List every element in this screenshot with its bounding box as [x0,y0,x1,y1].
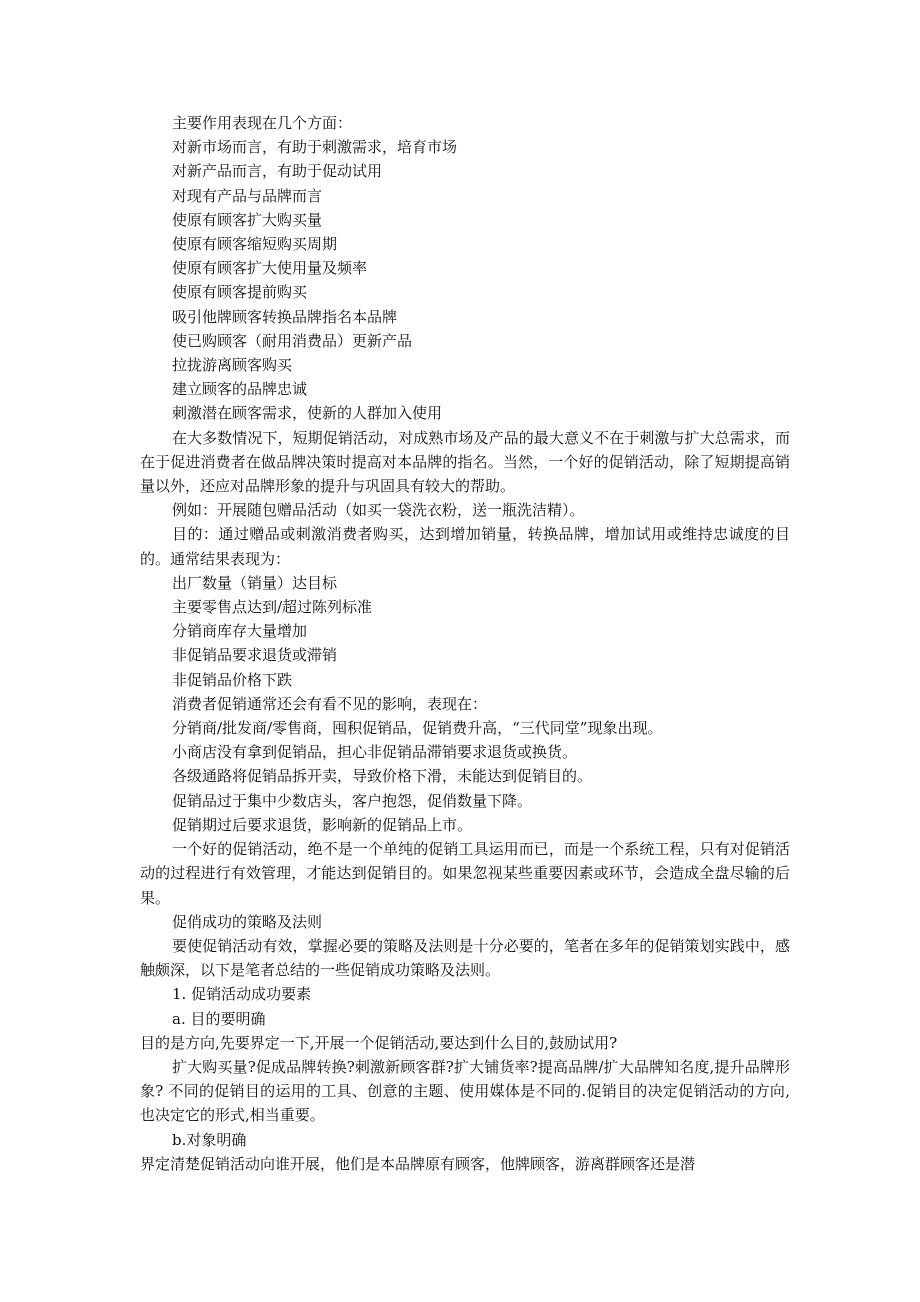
paragraph: 主要作用表现在几个方面： [172,114,353,132]
paragraph: 促销期过后要求退货，影响新的促销品上市。 [172,815,473,834]
paragraph: b.对象明确 [172,1130,247,1149]
paragraph: 促销品过于集中少数店头，客户抱怨，促俏数量下降。 [172,791,533,810]
paragraph: 出厂数量（销量）达目标 [172,573,338,592]
paragraph: 促俏成功的策略及法则 [172,912,323,931]
paragraph: 拉拢游离顾客购买 [172,356,293,375]
paragraph: 对现有产品与品牌而言 [172,186,323,205]
paragraph: 对新产品而言，有助于促动试用 [172,162,383,181]
paragraph: 分销商库存大量增加 [172,622,308,641]
paragraph: 非促销品价格下跌 [172,670,293,689]
paragraph: 例如：开展随包赠品活动（如买一袋洗衣粉，送一瓶洗洁精）。 [172,501,585,520]
paragraph: 非促销品要求退货或滞销 [172,646,338,665]
paragraph: 使已购顾客（耐用消费品）更新产品 [172,331,413,350]
document-body [140,111,790,1176]
paragraph: 界定清楚促销活动向谁开展，他们是本品牌原有顾客，他牌顾客，游离群顾客还是潜 [140,1154,696,1173]
paragraph: 对新市场而言，有助于刺激需求，培育市场 [172,138,458,157]
paragraph: 使原有顾客提前购买 [172,283,308,302]
paragraph: a. 目的要明确 [172,1009,266,1028]
paragraph: 小商店没有拿到促销品，担心非促销品滞销要求退货或换货。 [172,743,578,762]
paragraph: 建立顾客的品牌忠诚 [172,380,308,399]
paragraph: 在大多数情况下，短期促销活动，对成熟市场及产品的最大意义不在于刺激与扩大总需求，而在于促进消费者在做品牌决策时提高对本品牌的指名。当然，一个好的促销活动，除了短期提高销量以外，还应对品牌形象的提升与巩固具有较大的帮助。 [140,428,790,496]
paragraph: 使原有顾客扩大使用量及频率 [172,259,368,278]
paragraph: 目的是方向,先要界定一下,开展一个促销活动,要达到什么目的,鼓励试用? [140,1033,618,1052]
paragraph: 目的：通过赠品或刺激消费者购买，达到增加销量，转换品牌，增加试用或维持忠诚度的目的。通常结果表现为： [140,525,790,568]
paragraph: 1. 促销活动成功要素 [172,985,312,1004]
paragraph: 扩大购买量?促成品牌转换?刺激新顾客群?扩大铺货率?提高品牌/扩大品牌知名度,提升品牌形象? 不同的促销目的运用的工具、创意的主题、使用媒体是不同的.促销目的决定促销活动的方向,也决定它的形式,相当重要。 [140,1057,790,1125]
paragraph: 使原有顾客扩大购买量 [172,210,323,229]
paragraph: 主要零售点达到/超过陈列标准 [172,598,373,617]
paragraph: 使原有顾客缩短购买周期 [172,235,338,254]
paragraph: 消费者促销通常还会有看不见的影响，表现在： [172,694,488,713]
paragraph: 分销商/批发商/零售商，囤积促销品，促销费升高，“三代同堂”现象出现。 [172,719,663,738]
paragraph: 吸引他牌顾客转换品牌指名本品牌 [172,307,398,326]
paragraph: 各级通路将促销品拆开卖，导致价格下滑，未能达到促销目的。 [172,767,593,786]
paragraph: 刺激潜在顾客需求，使新的人群加入使用 [172,404,443,423]
paragraph: 一个好的促销活动，绝不是一个单纯的促销工具运用而已，而是一个系统工程，只有对促销活动的过程进行有效管理，才能达到促销目的。如果忽视某些重要因素或环节，会造成全盘尽输的后果。 [140,840,790,907]
paragraph: 要使促销活动有效，掌握必要的策略及法则是十分必要的，笔者在多年的促销策划实践中，感触颇深，以下是笔者总结的一些促销成功策略及法则。 [140,936,790,980]
